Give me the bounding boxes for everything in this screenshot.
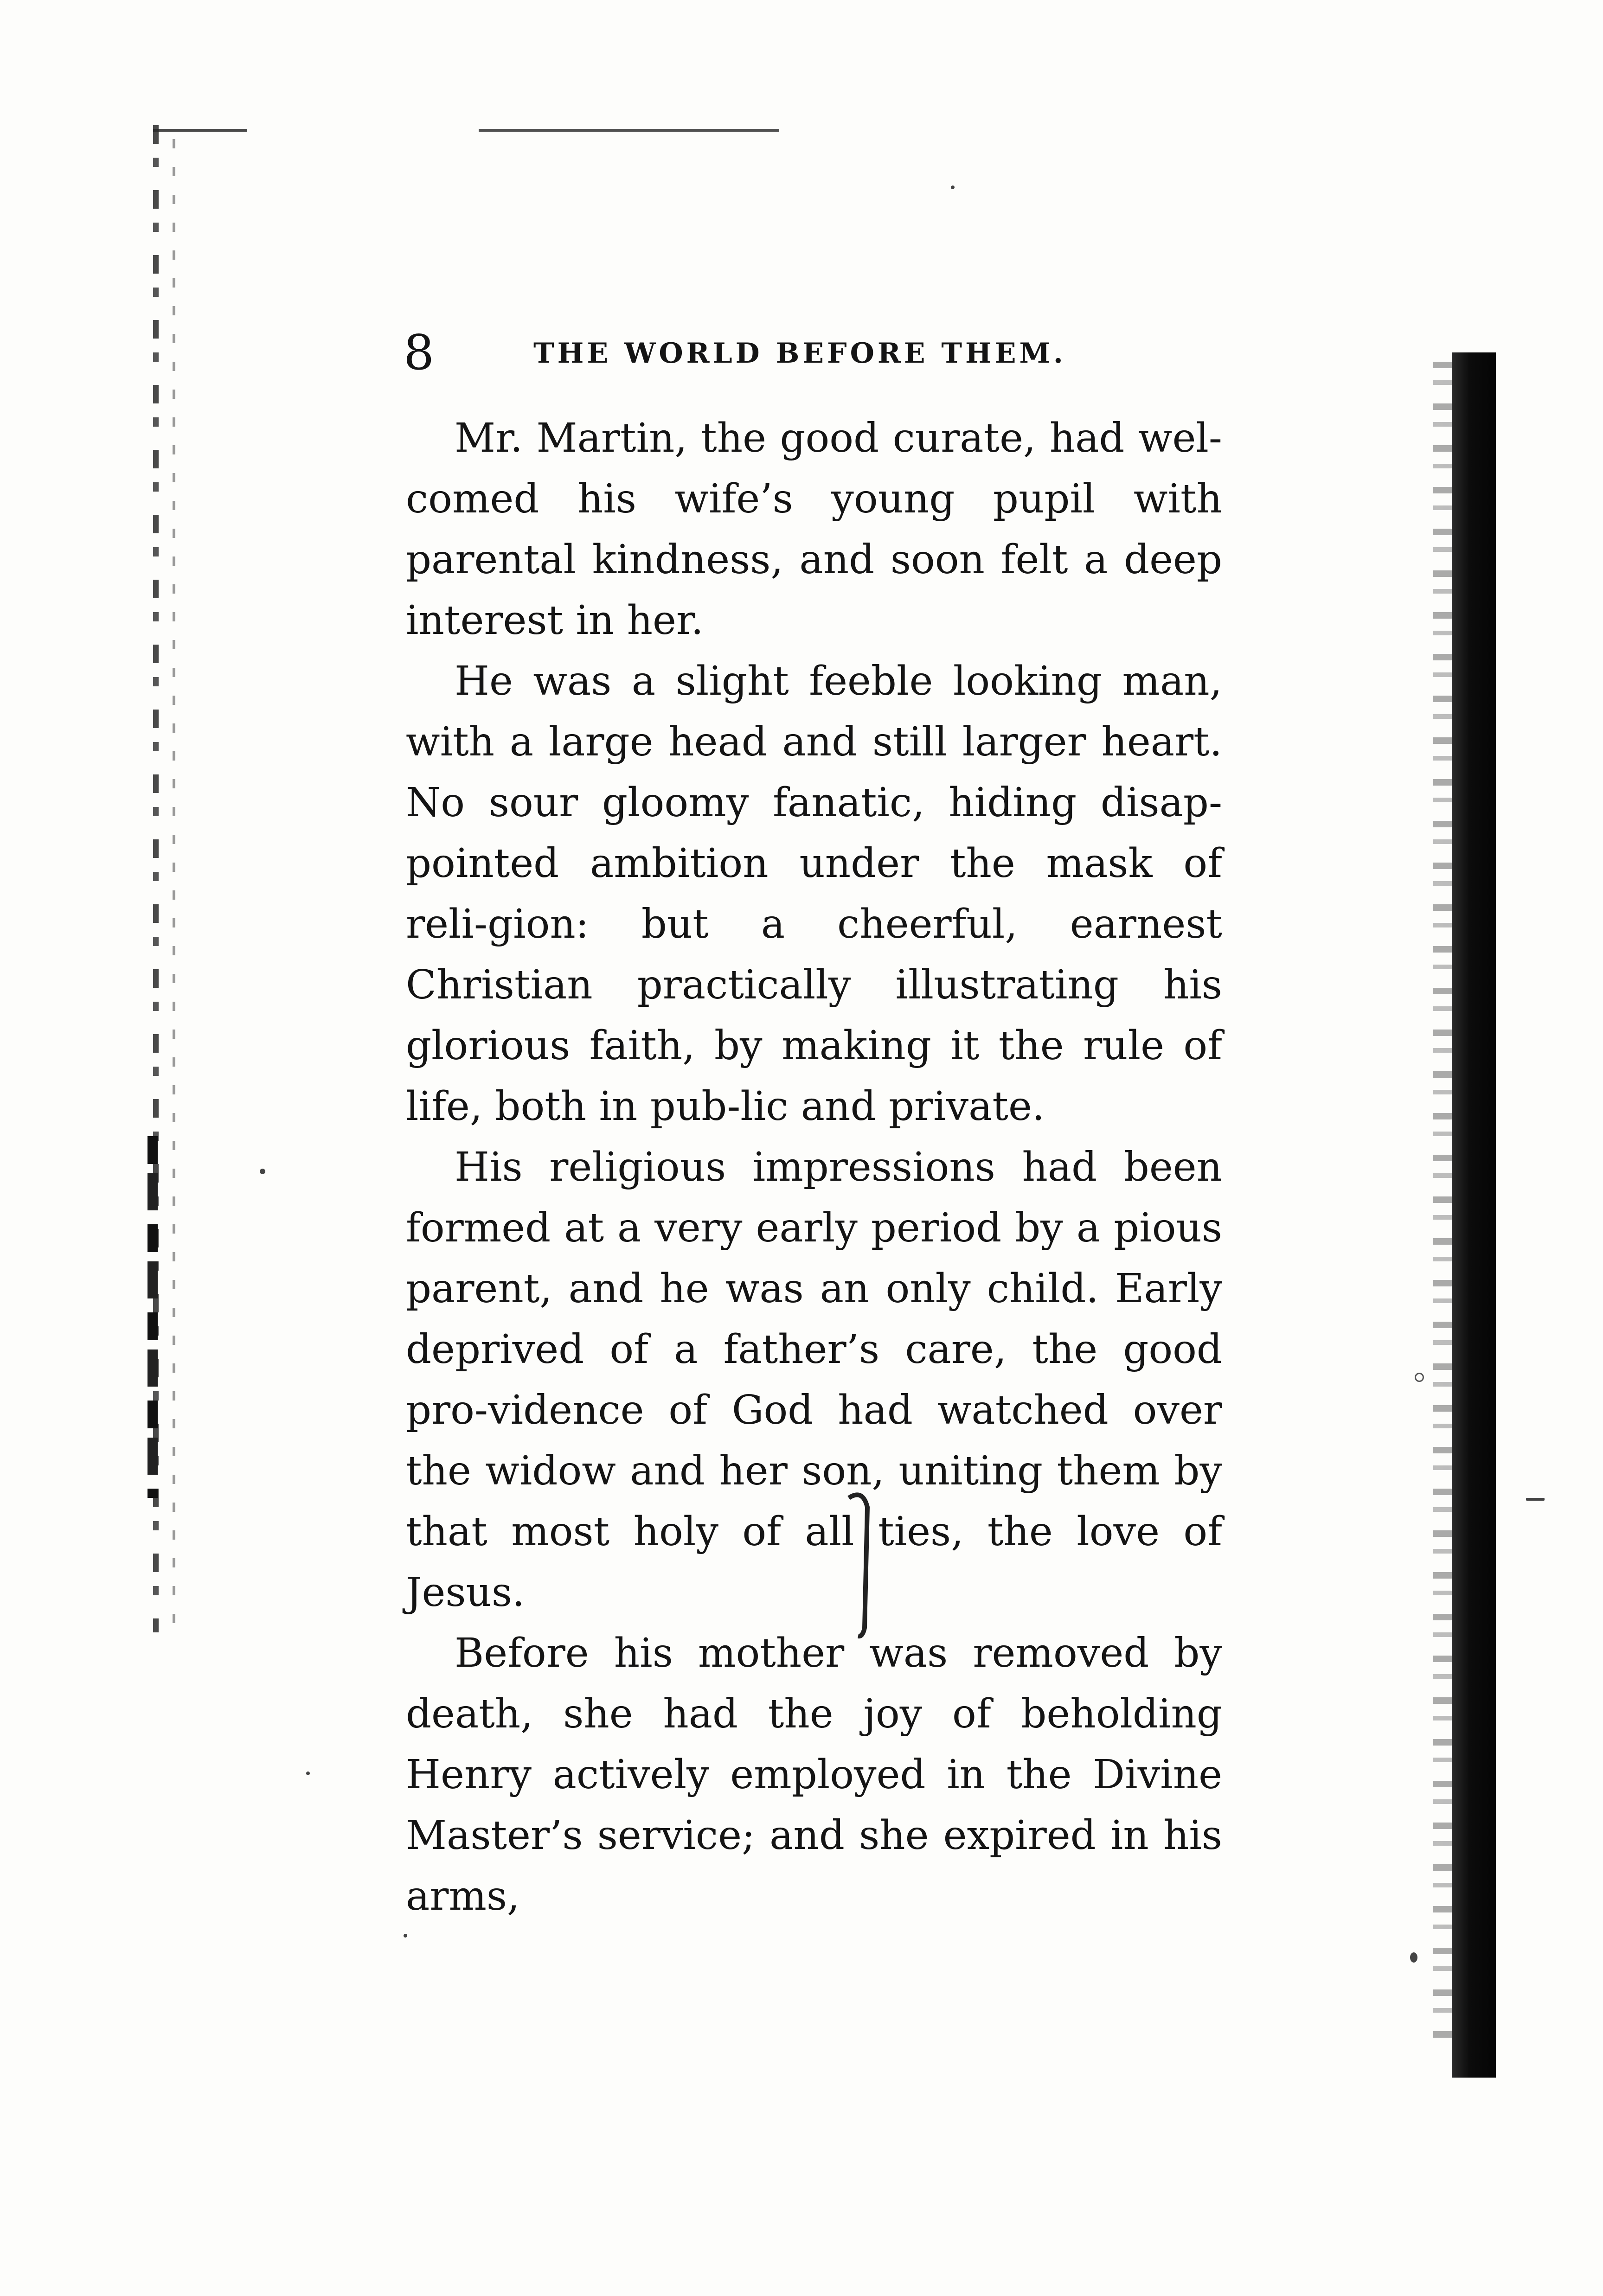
- scan-edge-left-inner: [173, 139, 175, 1623]
- paragraph-2: He was a slight feeble looking man, with a large head and still larger heart. No sour gloomy fanatic, hiding disap-pointed ambition under the mask of reli-gion: but a cheerful, earnest Christian practically illustrating his glorious faith, by making it the rule of life, both in pub-lic and private.: [406, 658, 1222, 1130]
- paragraph-3: His religious impressions had been formed at a very early period by a pious parent, and he was an only child. Early deprived of a father’s care, the good pro-vidence of God had watched over the widow and her son, uniting them by that most holy of all ties, the love of Jesus.: [406, 1144, 1222, 1616]
- scan-speck: [404, 1934, 407, 1938]
- scan-speck: [1415, 1373, 1424, 1382]
- scan-speck: [951, 185, 955, 189]
- paragraph-4: Before his mother was removed by death, she had the joy of beholding Henry actively employed in the Divine Master’s service; and she expired in his arms,: [406, 1630, 1222, 1919]
- scan-edge-top: [153, 129, 779, 132]
- body-text: [406, 408, 1222, 1927]
- scan-speck: [260, 1169, 265, 1174]
- running-head: THE WORLD BEFORE THEM.: [533, 337, 1066, 370]
- scan-edge-left-dark: [147, 1136, 158, 1498]
- page-number: 8: [404, 324, 435, 381]
- paragraph-1: Mr. Martin, the good curate, had wel-comed his wife’s young pupil with parental kindness, and soon felt a deep interest in her.: [406, 415, 1222, 644]
- scan-edge-right-fringe: [1433, 362, 1452, 2050]
- scan-speck: [1410, 1952, 1417, 1963]
- scan-speck: [1526, 1498, 1545, 1501]
- page-header: [404, 325, 1229, 380]
- scan-speck: [306, 1772, 310, 1775]
- scan-edge-right: [1452, 352, 1496, 2078]
- ink-mark: [844, 1489, 872, 1642]
